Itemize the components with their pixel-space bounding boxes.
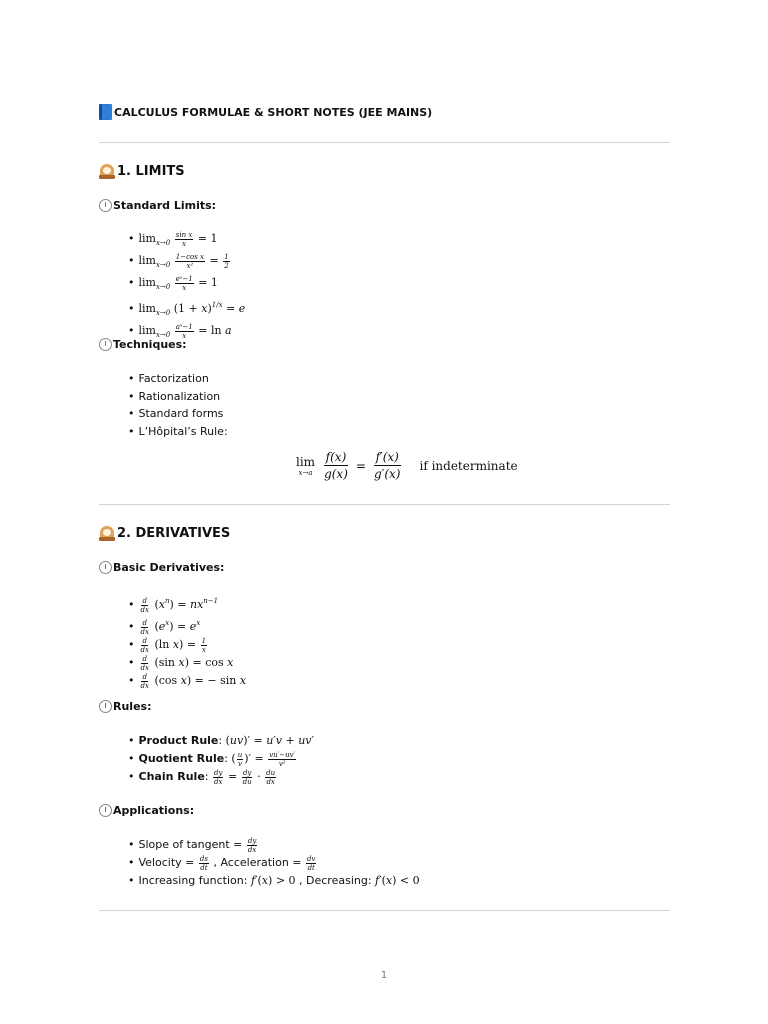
applications-list: [128, 836, 420, 890]
basic-derivatives-title: Basic Derivatives:: [113, 561, 225, 574]
stopwatch-icon: [99, 804, 112, 817]
list-item: • $\lim_{x\to 0}$ $\frac{\text{sin x}}{x}$ = 1: [128, 230, 218, 248]
page-number: 1: [380, 970, 388, 981]
rules-heading: [99, 700, 151, 713]
rules-list: [128, 732, 314, 786]
list-item: • Standard forms: [128, 407, 224, 420]
rules-title: Rules:: [113, 700, 152, 713]
lhopital-equation: lim x→a $\frac{f(x)}{g(x)}$ = $\frac{f'(x)}{g'(x)}$ if indeterminate: [296, 450, 518, 481]
section-limits-heading: [99, 164, 185, 179]
standard-limits-list: [128, 230, 245, 344]
book-icon: [99, 104, 112, 120]
basic-derivatives-heading: [99, 561, 224, 574]
list-item: • Product Rule: (uv)′ = u′v + uv′: [128, 734, 315, 747]
list-item: • $\lim_{x\to 0} (1 + x)^{1/x} = e$: [128, 301, 246, 317]
section-derivatives-heading: [99, 526, 230, 541]
list-item: • Quotient Rule: ( $\frac{u}{v}$ )′ = $\frac{vu'-uv'}{\text{v²}}$: [128, 750, 296, 768]
document-title: [99, 104, 432, 120]
document-title-text: CALCULUS FORMULAE & SHORT NOTES (JEE MAINS): [114, 105, 433, 119]
section-limits-title: 1. LIMITS: [117, 164, 185, 179]
list-item: • $\frac{d}{dx}$ $(e^x) = e^x$: [128, 618, 201, 636]
standard-limits-title: Standard Limits:: [113, 199, 217, 212]
list-item: • $\lim_{x\to 0}$ $\frac{\text{aˣ−1}}{x}$ = ln a: [128, 322, 232, 340]
list-item: • $\frac{d}{dx}$ $(x^n) = nx^{n-1}$: [128, 596, 219, 614]
alarm-clock-icon: [99, 526, 115, 541]
section-derivatives-title: 2. DERIVATIVES: [117, 526, 231, 541]
techniques-list: [128, 370, 228, 440]
stopwatch-icon: [99, 561, 112, 574]
alarm-clock-icon: [99, 164, 115, 179]
divider: [99, 504, 670, 505]
basic-derivatives-list: [128, 592, 246, 690]
list-item: • L’Hôpital’s Rule:: [128, 424, 228, 438]
applications-heading: [99, 804, 194, 817]
stopwatch-icon: [99, 700, 112, 713]
list-item: • Chain Rule: $\frac{dy}{dx}$ = $\frac{dy}{du}$ · $\frac{du}{dx}$: [128, 768, 276, 786]
list-item: • Slope of tangent = $\frac{dy}{dx}$: [128, 836, 257, 854]
techniques-title: Techniques:: [113, 338, 187, 351]
list-item: • $\frac{d}{dx}$ (cos x) = − sin x: [128, 672, 247, 690]
stopwatch-icon: [99, 199, 112, 212]
list-item: • Increasing function: f′(x) > 0 , Decreasing: f′(x) < 0: [128, 874, 420, 887]
divider: [99, 142, 670, 143]
list-item: • $\frac{d}{dx}$ (ln x) = $\frac{1}{x}$: [128, 636, 207, 654]
list-item: • Rationalization: [128, 389, 221, 403]
list-item: • $\lim_{x\to 0}$ $\frac{\text{eˣ−1}}{x}$ = 1: [128, 274, 218, 292]
list-item: • Factorization: [128, 372, 209, 385]
stopwatch-icon: [99, 338, 112, 351]
techniques-heading: [99, 338, 187, 351]
applications-title: Applications:: [113, 804, 195, 817]
list-item: • $\frac{d}{dx}$ (sin x) = cos x: [128, 654, 234, 672]
standard-limits-heading: [99, 199, 216, 212]
list-item: • Velocity = $\frac{ds}{dt}$ , Acceleration = $\frac{dv}{dt}$: [128, 854, 316, 872]
list-item: • $\lim_{x\to 0}$ $\frac{\text{1−cos x}}{\text{x²}}$ = $\frac{1}{2}$: [128, 252, 229, 270]
lhopital-condition: if indeterminate: [419, 458, 518, 473]
divider: [99, 910, 670, 911]
